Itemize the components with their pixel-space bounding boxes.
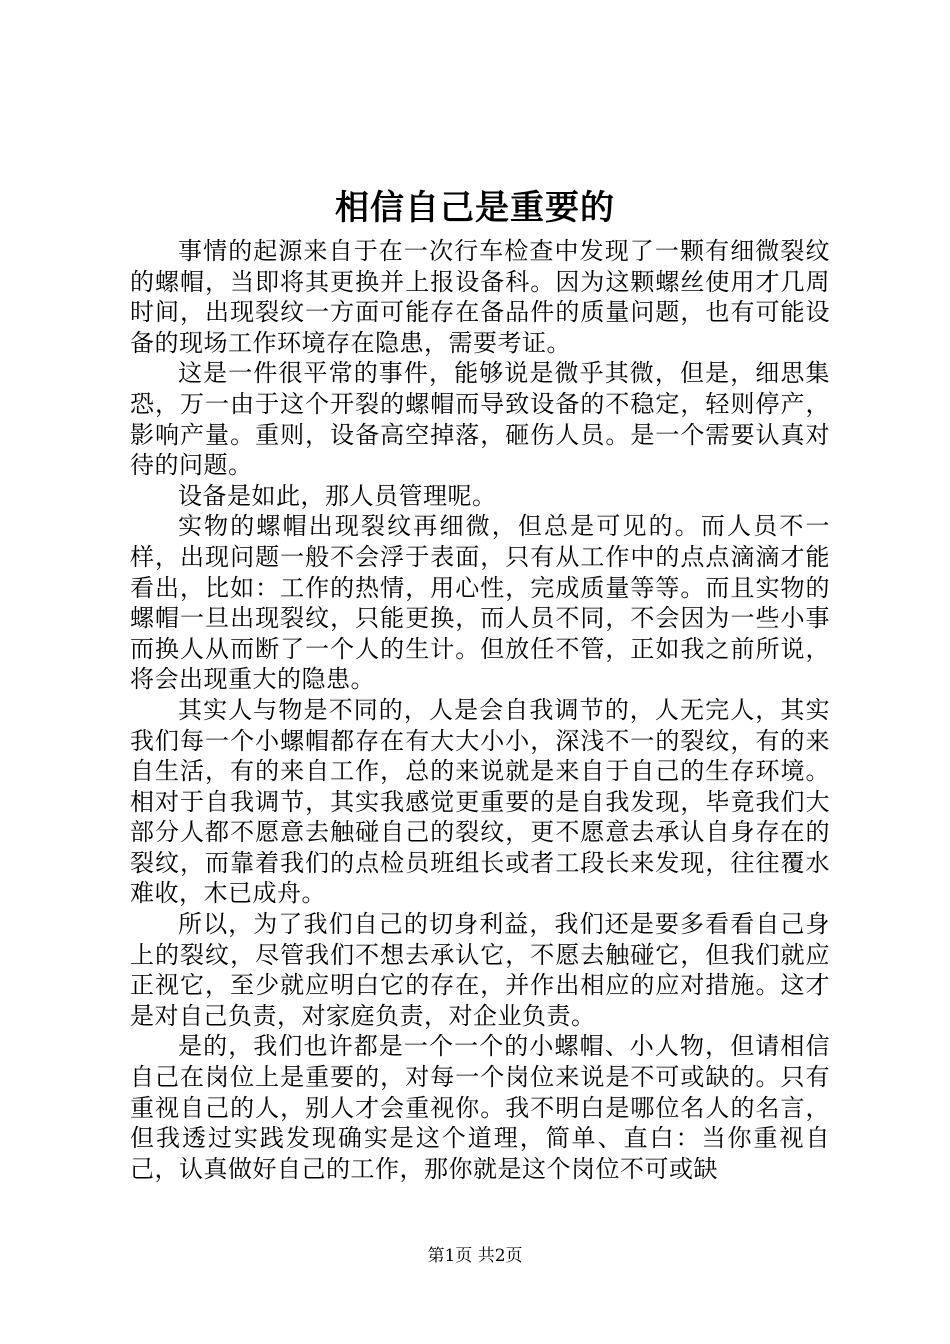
paragraph-3: 设备是如此，那人员管理呢。 — [178, 481, 497, 510]
paragraph-2: 这是一件很平常的事件，能够说是微乎其微，但是，细思集恐，万一由于这个开裂的螺帽而导致设备的不稳定，轻则停产，影响产量。重则，设备高空掉落，砸伤人员。是一个需要认真对待的问题。 — [130, 359, 830, 480]
paragraph-4: 实物的螺帽出现裂纹再细微，但总是可见的。而人员不一样，出现问题一般不会浮于表面，只有从工作中的点点滴滴才能看出，比如：工作的热情，用心性，完成质量等等。而且实物的螺帽一旦出现裂纹，只能更换，而人员不同，不会因为一些小事而换人从而断了一个人的生计。但放任不管，正如我之前所说，将会出现重大的隐患。 — [130, 512, 830, 694]
paragraph-6: 所以，为了我们自己的切身利益，我们还是要多看看自己身上的裂纹，尽管我们不想去承认它，不愿去触碰它，但我们就应正视它，至少就应明白它的存在，并作出相应的应对措施。这才是对自己负责，对家庭负责，对企业负责。 — [130, 910, 830, 1030]
page-footer: 第1页 共2页 — [427, 1246, 523, 1266]
document-body — [130, 236, 830, 1184]
paragraph-5: 其实人与物是不同的，人是会自我调节的，人无完人，其实我们每一个小螺帽都存在有大大小小，深浅不一的裂纹，有的来自生活，有的来自工作，总的来说就是来自于自己的生存环境。相对于自我调节，其实我感觉更重要的是自我发现，毕竟我们大部分人都不愿意去触碰自己的裂纹，更不愿意去承认自身存在的裂纹，而靠着我们的点检员班组长或者工段长来发现，往往覆水难收，木已成舟。 — [130, 695, 830, 908]
paragraph-7: 是的，我们也许都是一个一个的小螺帽、小人物，但请相信自己在岗位上是重要的，对每一个岗位来说是不可或缺的。只有重视自己的人，别人才会重视你。我不明白是哪位名人的名言，但我透过实践发现确实是这个道理，简单、直白：当你重视自己，认真做好自己的工作，那你就是这个岗位不可或缺 — [130, 1032, 830, 1183]
page-title: 相信自己是重要的 — [335, 188, 615, 228]
paragraph-1: 事情的起源来自于在一次行车检查中发现了一颗有细微裂纹的螺帽，当即将其更换并上报设备科。因为这颗螺丝使用才几周时间，出现裂纹一方面可能存在备品件的质量问题，也有可能设备的现场工作环境存在隐患，需要考证。 — [130, 237, 830, 357]
